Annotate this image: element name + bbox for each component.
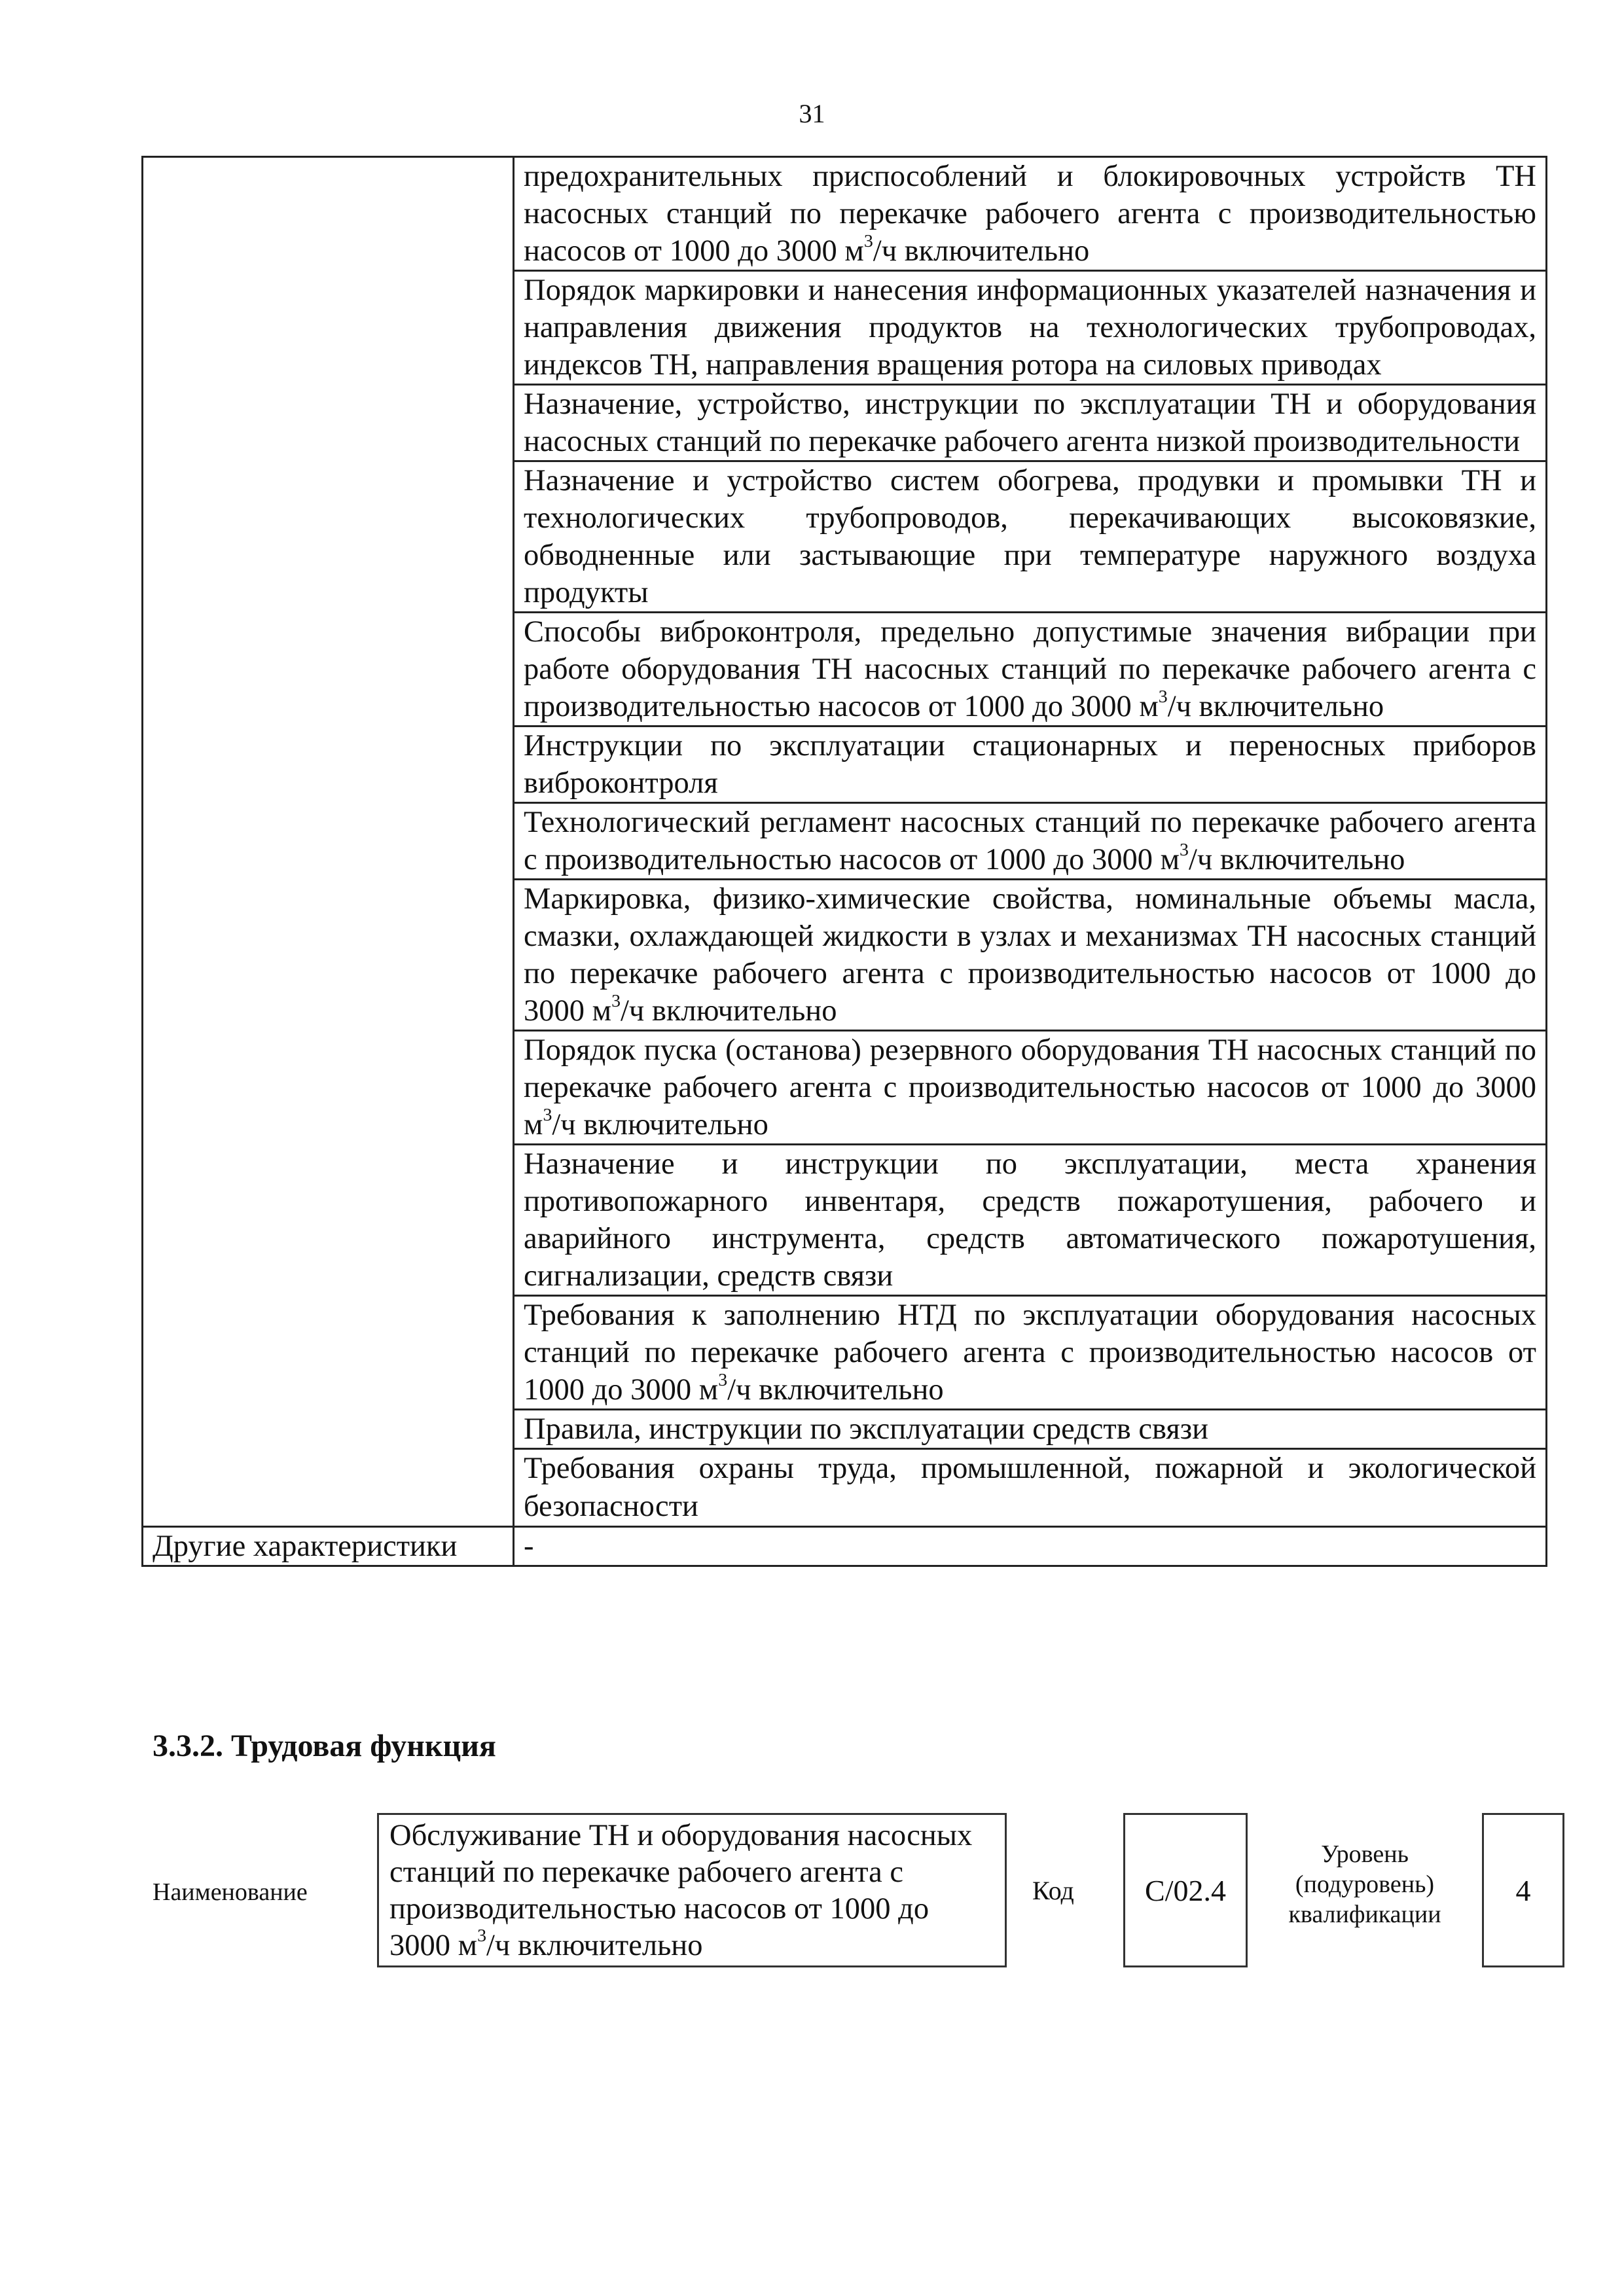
requirement-text: предохранительных приспособлений и блокировочных устройств ТН насосных станций по перекачке рабочего агента с производительностью насосов от 1000 до 3000 $м^3/ч$ включительно: [514, 157, 1547, 271]
level-label-line3: квалификации: [1288, 1901, 1441, 1928]
page-number: 31: [799, 99, 825, 128]
level-label: [1270, 1839, 1460, 1929]
function-name: Обслуживание ТН и оборудования насосных станций по перекачке рабочего агента с производительностью насосов от 1000 до 3000 $м^3/ч$ включительно: [389, 1819, 973, 1962]
requirement-text: Маркировка, физико-химические свойства, номинальные объемы масла, смазки, охлаждающей жидкости в узлах и механизмах ТН насосных станций по перекачке рабочего агента с производительностью насосов от 1000 до 3000 $м^3/ч$ включительно: [514, 880, 1547, 1031]
requirement-text: Порядок маркировки и нанесения информационных указателей назначения и направления движения продуктов на технологических трубопроводах, индексов ТН, направления вращения ротора на силовых приводах: [514, 271, 1547, 385]
name-label: Наименование: [153, 1878, 308, 1906]
level-label-line1: Уровень: [1321, 1840, 1409, 1868]
requirement-text: Назначение и инструкции по эксплуатации, места хранения противопожарного инвентаря, средств пожаротушения, рабочего и аварийного инструмента, средств автоматического пожаротушения, сигнализации, средств связи: [514, 1145, 1547, 1296]
code-value: С/02.4: [1145, 1873, 1226, 1907]
requirement-text: Способы виброконтроля, предельно допустимые значения вибрации при работе оборудования ТН насосных станций по перекачке рабочего агента с производительностью насосов от 1000 до 3000 $м^3/ч$ включительно: [514, 613, 1547, 726]
other-characteristics-value: -: [514, 1527, 1547, 1566]
requirement-text: Технологический регламент насосных станций по перекачке рабочего агента с производительностью насосов от 1000 до 3000 $м^3/ч$ включительно: [514, 803, 1547, 880]
requirement-text: Требования охраны труда, промышленной, пожарной и экологической безопасности: [514, 1449, 1547, 1527]
code-label: Код: [1032, 1876, 1074, 1905]
requirements-table: [141, 156, 1547, 1567]
level-label-line2: (подуровень): [1295, 1871, 1435, 1898]
requirement-row: [143, 157, 1547, 271]
level-box: [1482, 1813, 1564, 1967]
other-characteristics-label: Другие характеристики: [143, 1527, 514, 1566]
other-characteristics-row: [143, 1527, 1547, 1566]
requirements-label-cell: [143, 157, 514, 1527]
requirement-text: Порядок пуска (останова) резервного оборудования ТН насосных станций по перекачке рабочего агента с производительностью насосов от 1000 до 3000 $м^3/ч$ включительно: [514, 1031, 1547, 1145]
requirement-text: Правила, инструкции по эксплуатации средств связи: [514, 1410, 1547, 1449]
requirement-text: Назначение и устройство систем обогрева, продувки и промывки ТН и технологических трубопроводов, перекачивающих высоковязкие, обводненные или застывающие при температуре наружного воздуха продукты: [514, 461, 1547, 613]
function-name-box: [377, 1813, 1007, 1967]
requirement-text: Назначение, устройство, инструкции по эксплуатации ТН и оборудования насосных станций по перекачке рабочего агента низкой производительности: [514, 385, 1547, 461]
code-box: [1123, 1813, 1248, 1967]
section-heading: 3.3.2. Трудовая функция: [153, 1729, 496, 1763]
level-value: 4: [1515, 1873, 1531, 1907]
requirement-text: Требования к заполнению НТД по эксплуатации оборудования насосных станций по перекачке рабочего агента с производительностью насосов от 1000 до 3000 $м^3/ч$ включительно: [514, 1296, 1547, 1410]
requirement-text: Инструкции по эксплуатации стационарных и переносных приборов виброконтроля: [514, 726, 1547, 803]
